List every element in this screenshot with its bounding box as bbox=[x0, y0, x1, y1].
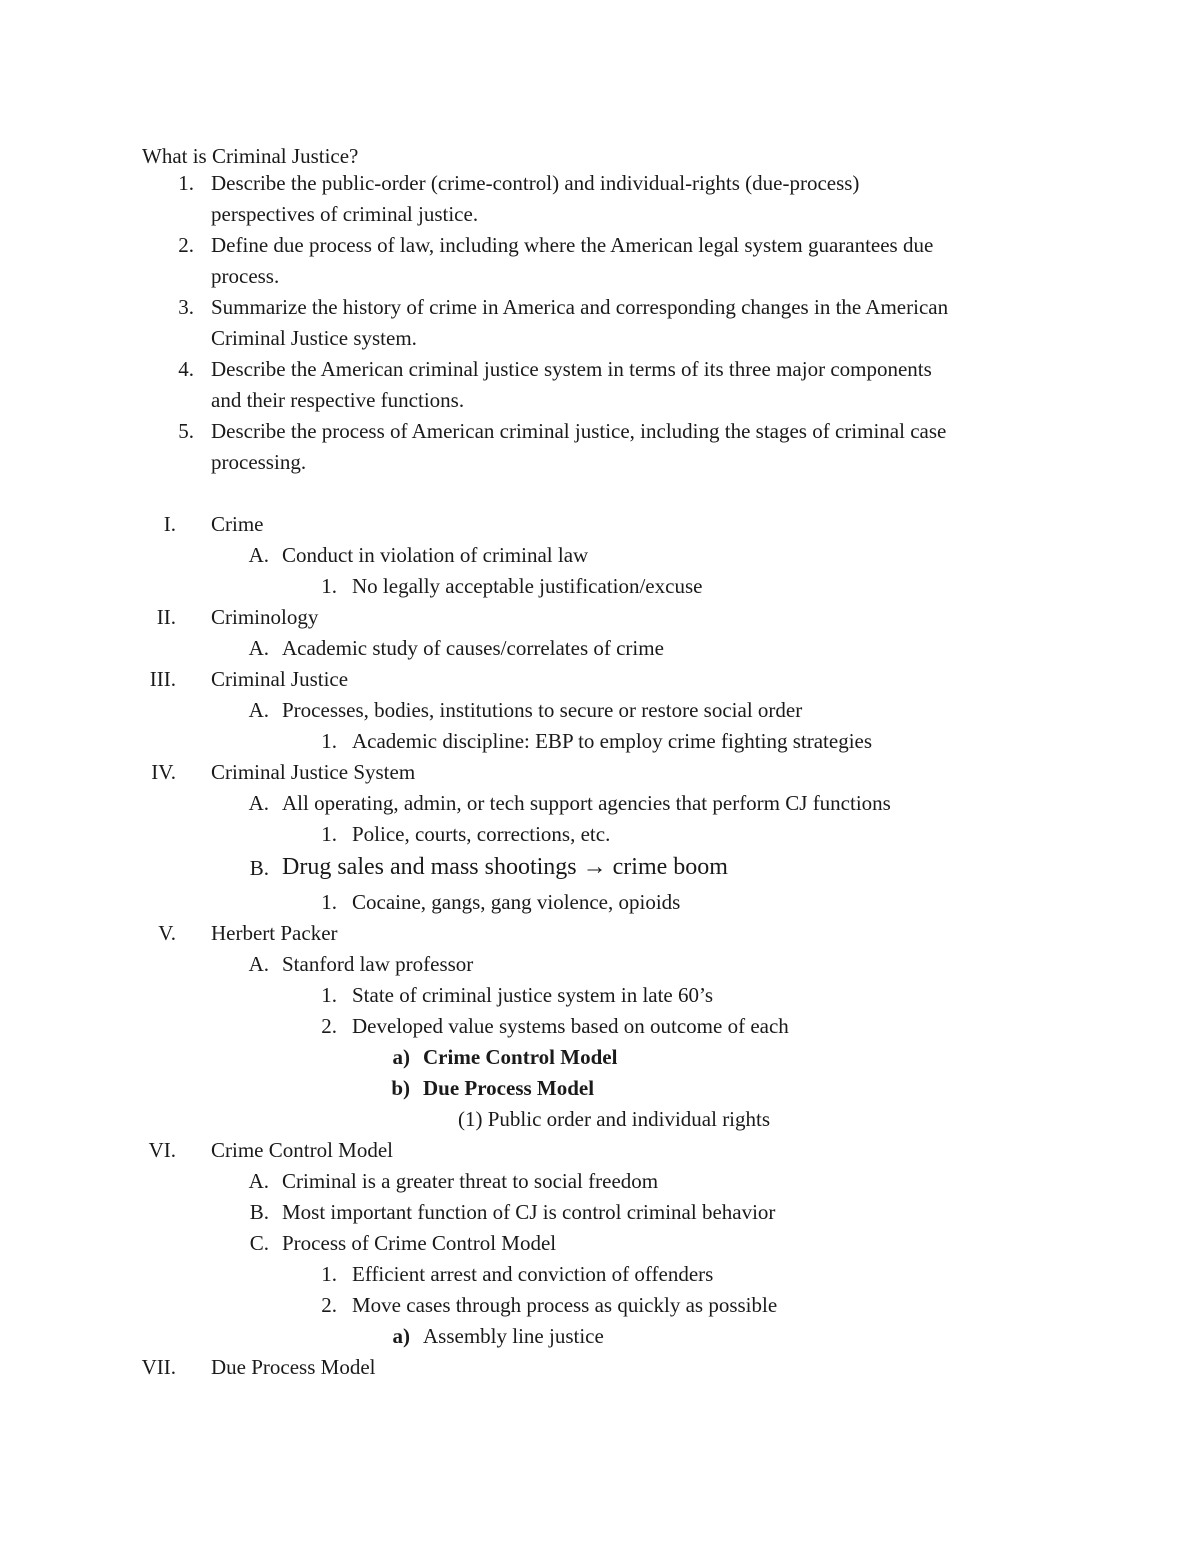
outline-subitem: Efficient arrest and conviction of offenders bbox=[352, 1262, 714, 1286]
outline-section-heading: Crime bbox=[211, 512, 264, 536]
outline-section-heading: Herbert Packer bbox=[211, 921, 338, 945]
outline-letter: A. bbox=[248, 543, 269, 567]
outline-subitem: Developed value systems based on outcome of each bbox=[352, 1014, 789, 1038]
outline-number: 1. bbox=[321, 574, 337, 598]
outline-item: All operating, admin, or tech support agencies that perform CJ functions bbox=[282, 791, 891, 815]
outline-number: 1. bbox=[321, 890, 337, 914]
outline-roman-numeral: VI. bbox=[148, 1138, 176, 1162]
objective-text: processing. bbox=[211, 450, 307, 474]
outline-section-heading: Crime Control Model bbox=[211, 1138, 393, 1162]
objective-text: Describe the public-order (crime-control) and individual-rights (due-process) bbox=[211, 171, 860, 195]
outline-subitem: Police, courts, corrections, etc. bbox=[352, 822, 611, 846]
outline-letter: B. bbox=[249, 856, 269, 880]
outline-roman-numeral: III. bbox=[149, 667, 176, 691]
outline-item: Academic study of causes/correlates of crime bbox=[282, 636, 664, 660]
outline-letter: A. bbox=[248, 636, 269, 660]
outline-subitem: State of criminal justice system in late 60’s bbox=[352, 983, 714, 1007]
outline-letter: A. bbox=[248, 952, 269, 976]
outline-subitem: No legally acceptable justification/excuse bbox=[352, 574, 703, 598]
outline-item: Processes, bodies, institutions to secure or restore social order bbox=[282, 698, 803, 722]
objective-text: Describe the process of American criminal justice, including the stages of criminal case bbox=[211, 419, 947, 443]
outline-deep-item: (1) Public order and individual rights bbox=[458, 1107, 771, 1131]
objective-text: Summarize the history of crime in America and corresponding changes in the American bbox=[211, 295, 949, 319]
outline-roman-numeral: II. bbox=[156, 605, 176, 629]
outline-sub-letter: b) bbox=[391, 1076, 410, 1100]
objective-number: 4. bbox=[178, 357, 194, 381]
outline-item: Drug sales and mass shootings → crime boom bbox=[282, 854, 728, 880]
objective-text: and their respective functions. bbox=[211, 388, 465, 412]
outline-sub-letter: a) bbox=[392, 1324, 410, 1348]
objective-number: 3. bbox=[178, 295, 194, 319]
outline-number: 1. bbox=[321, 729, 337, 753]
outline-letter: A. bbox=[248, 1169, 269, 1193]
outline-item: Most important function of CJ is control criminal behavior bbox=[282, 1200, 776, 1224]
outline-sub-subitem: Assembly line justice bbox=[423, 1324, 604, 1348]
outline-letter: B. bbox=[249, 1200, 269, 1224]
outline-letter: C. bbox=[249, 1231, 269, 1255]
outline-item: Process of Crime Control Model bbox=[282, 1231, 557, 1255]
outline-sub-subitem: Crime Control Model bbox=[423, 1045, 618, 1069]
outline-number: 1. bbox=[321, 822, 337, 846]
outline-roman-numeral: IV. bbox=[151, 760, 176, 784]
outline-item: Criminal is a greater threat to social freedom bbox=[282, 1169, 659, 1193]
outline-number: 1. bbox=[321, 983, 337, 1007]
outline-section-heading: Criminology bbox=[211, 605, 319, 629]
outline-section-heading: Due Process Model bbox=[211, 1355, 376, 1379]
outline-letter: A. bbox=[248, 791, 269, 815]
objective-text: perspectives of criminal justice. bbox=[211, 202, 479, 226]
outline-subitem: Cocaine, gangs, gang violence, opioids bbox=[352, 890, 681, 914]
outline-sub-letter: a) bbox=[392, 1045, 410, 1069]
outline-sub-subitem: Due Process Model bbox=[423, 1076, 595, 1100]
objective-number: 5. bbox=[178, 419, 194, 443]
outline-roman-numeral: V. bbox=[158, 921, 176, 945]
outline-subitem: Academic discipline: EBP to employ crime fighting strategies bbox=[352, 729, 873, 753]
outline-number: 2. bbox=[321, 1014, 337, 1038]
outline-letter: A. bbox=[248, 698, 269, 722]
outline-number: 1. bbox=[321, 1262, 337, 1286]
objective-text: Describe the American criminal justice system in terms of its three major components bbox=[211, 357, 932, 381]
outline-section-heading: Criminal Justice System bbox=[211, 760, 416, 784]
objective-number: 2. bbox=[178, 233, 194, 257]
objective-text: Define due process of law, including where the American legal system guarantees due bbox=[211, 233, 934, 257]
outline-item: Stanford law professor bbox=[282, 952, 474, 976]
outline-number: 2. bbox=[321, 1293, 337, 1317]
outline-roman-numeral: VII. bbox=[141, 1355, 176, 1379]
outline-subitem: Move cases through process as quickly as possible bbox=[352, 1293, 778, 1317]
outline-section-heading: Criminal Justice bbox=[211, 667, 349, 691]
outline-roman-numeral: I. bbox=[163, 512, 176, 536]
objective-text: process. bbox=[211, 264, 280, 288]
objective-text: Criminal Justice system. bbox=[211, 326, 417, 350]
document-title: What is Criminal Justice? bbox=[142, 144, 359, 168]
outline-item: Conduct in violation of criminal law bbox=[282, 543, 589, 567]
objective-number: 1. bbox=[178, 171, 194, 195]
